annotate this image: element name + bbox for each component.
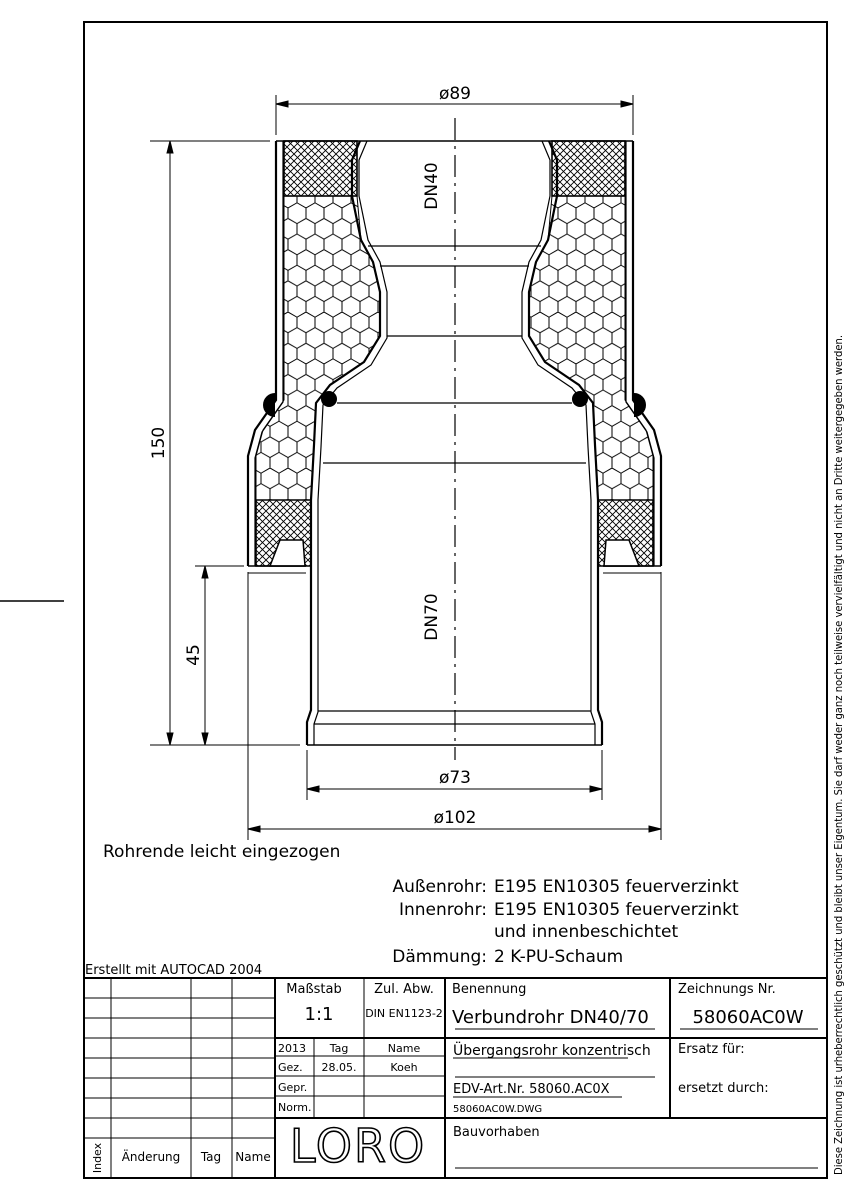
- end-cap-top-right: [552, 141, 625, 196]
- replaces-label: Ersatz für:: [678, 1042, 745, 1057]
- loro-logo: [290, 1119, 426, 1173]
- material-label: Außenrohr:: [392, 877, 487, 897]
- material-value: E195 EN10305 feuerverzinkt: [494, 900, 739, 920]
- material-value: und innenbeschichtet: [494, 922, 679, 942]
- seal-ring-inner-right: [572, 391, 588, 407]
- end-cap-top-left: [284, 141, 357, 196]
- norm-label: Norm.: [278, 1101, 312, 1114]
- project-label: Bauvorhaben: [453, 1125, 540, 1140]
- rev-index-header: Index: [91, 1142, 104, 1174]
- dim-diameter-outer: ø102: [433, 808, 477, 828]
- tag-header: Tag: [329, 1042, 349, 1055]
- material-label: Dämmung:: [392, 947, 487, 967]
- year: 2013: [278, 1042, 306, 1055]
- seal-ring-inner-left: [321, 391, 337, 407]
- material-spec: [392, 877, 739, 967]
- designation-value: Verbundrohr DN40/70: [452, 1007, 649, 1028]
- svg-text:LORO: LORO: [289, 1119, 427, 1173]
- seal-ring-outer-right: [634, 393, 646, 417]
- dim-diameter-top: ø89: [438, 84, 472, 104]
- designation-label: Benennung: [452, 982, 527, 997]
- seal-ring-outer-left: [263, 393, 275, 417]
- drawing-number-value: 58060AC0W: [692, 1007, 804, 1028]
- edv-number: EDV-Art.Nr. 58060.AC0X: [453, 1082, 610, 1097]
- dwg-file: 58060AC0W.DWG: [453, 1104, 543, 1115]
- name-header: Name: [387, 1042, 421, 1055]
- rev-change-header: Änderung: [121, 1150, 181, 1164]
- drawn-name: Koeh: [390, 1061, 418, 1074]
- tolerance-value: DIN EN1123-2: [365, 1007, 443, 1020]
- subtitle: Übergangsrohr konzentrisch: [453, 1043, 651, 1059]
- rev-date-header: Tag: [200, 1150, 222, 1164]
- material-label: Innenrohr:: [398, 900, 487, 920]
- scale-value: 1:1: [304, 1004, 334, 1025]
- drawing-number-label: Zeichnungs Nr.: [678, 982, 776, 997]
- replaced-by-label: ersetzt durch:: [678, 1081, 769, 1096]
- material-value: E195 EN10305 feuerverzinkt: [494, 877, 739, 897]
- note-pipe-end: Rohrende leicht eingezogen: [103, 842, 341, 862]
- created-with: Erstellt mit AUTOCAD 2004: [85, 963, 263, 978]
- drawn-label: Gez.: [278, 1061, 303, 1074]
- label-dn-large: DN70: [422, 593, 442, 641]
- dim-diameter-inner: ø73: [438, 768, 472, 788]
- material-value: 2 K-PU-Schaum: [494, 947, 624, 967]
- dim-length-spigot: 45: [184, 644, 204, 666]
- pipe-section: [248, 118, 661, 760]
- copyright-notice: Diese Zeichnung ist urheberrechtlich geschützt und bleibt unser Eigentum. Sie darf weder ganz noch teilweise vervielfältigt und nicht an Dritte weitergegeben werden.: [832, 251, 845, 1175]
- dim-length-total: 150: [149, 426, 169, 460]
- rev-name-header: Name: [235, 1150, 271, 1164]
- drawn-date: 28.05.: [321, 1061, 357, 1074]
- label-dn-small: DN40: [422, 162, 442, 210]
- tolerance-label: Zul. Abw.: [374, 982, 434, 997]
- checked-label: Gepr.: [278, 1081, 308, 1094]
- scale-label: Maßstab: [286, 982, 342, 997]
